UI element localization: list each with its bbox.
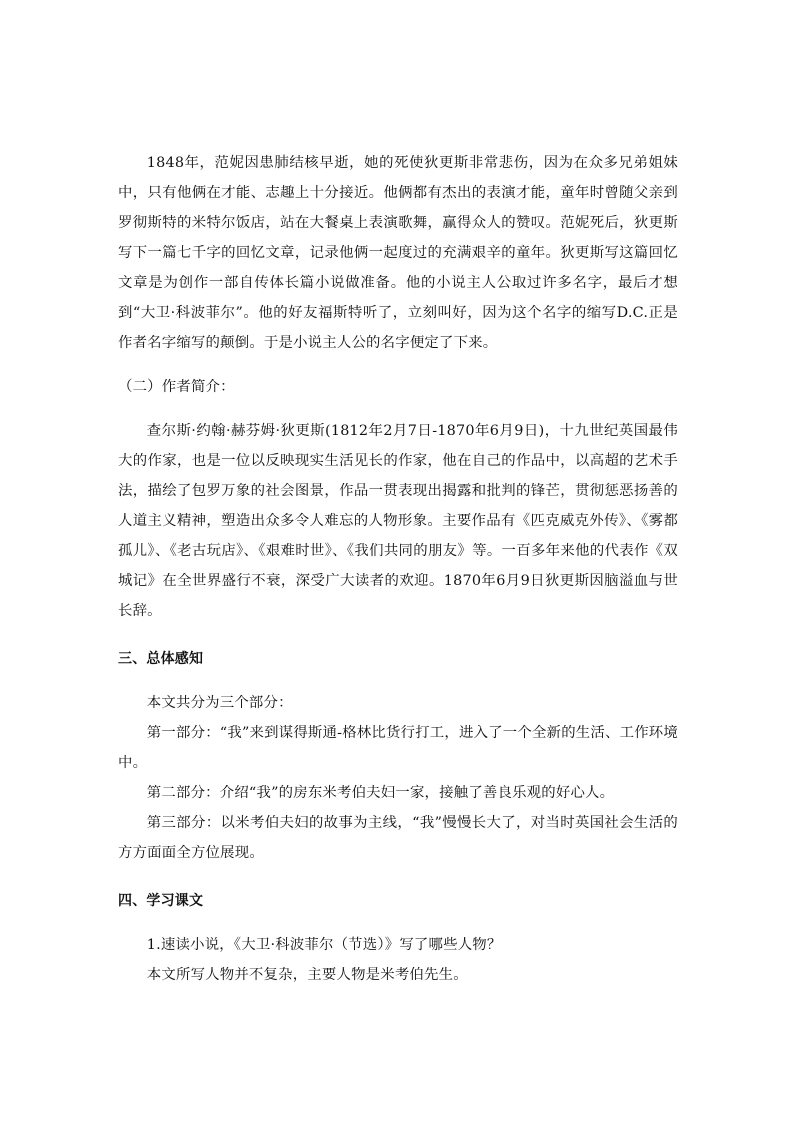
spacer [118,626,678,644]
spacer [118,868,678,886]
spacer [118,674,678,688]
document-body [118,148,678,990]
spacer [118,402,678,416]
paragraph-part-two: 第二部分：介绍“我”的房东米考伯夫妇一家，接触了善良乐观的好心人。 [146,785,615,801]
paragraph-question-1: 1.速读小说，《大卫·科波菲尔（节选）》写了哪些人物？ [146,937,502,953]
spacer [118,916,678,930]
section-heading-overview: 三、总体感知 [118,651,204,667]
paragraph-part-one: 第一部分：“我”来到谋得斯通-格林比货行打工，进入了一个全新的生活、工作环境中。 [118,725,678,771]
section-heading-study: 四、学习课文 [118,893,204,909]
spacer [118,358,678,372]
paragraph-answer-1: 本文所写人物并不复杂，主要人物是米考伯先生。 [146,967,468,983]
paragraph-part-three: 第三部分：以米考伯夫妇的故事为主线，“我”慢慢长大了，对当时英国社会生活的方方面面全方位展现。 [118,815,678,861]
subheading-author-intro: （二）作者简介： [118,379,235,395]
paragraph-structure-intro: 本文共分为三个部分： [146,695,293,711]
paragraph-author-bio: 查尔斯·约翰·赫芬姆·狄更斯(1812年2月7日-1870年6月9日)，十九世纪英国最伟大的作家，也是一位以反映现实生活见长的作家，他在自己的作品中，以高超的艺术手法，描绘了包罗万象的社会图景，作品一贯表现出揭露和批判的锋芒，贯彻惩恶扬善的人道主义精神，塑造出众多令人难忘的人物形象。主要作品有《匹克威克外传》、《雾都孤儿》、《老古玩店》、《艰难时世》、《我们共同的朋友》等。一百多年来他的代表作《双城记》在全世界盛行不衰，深受广大读者的欢迎。1870年6月9日狄更斯因脑溢血与世长辞。 [118,423,678,619]
paragraph-fanny: 1848年，范妮因患肺结核早逝，她的死使狄更斯非常悲伤，因为在众多兄弟姐妹中，只有他俩在才能、志趣上十分接近。他俩都有杰出的表演才能，童年时曾随父亲到罗彻斯特的米特尔饭店，站在大餐桌上表演歌舞，赢得众人的赞叹。范妮死后，狄更斯写下一篇七千字的回忆文章，记录他俩一起度过的充满艰辛的童年。狄更斯写这篇回忆文章是为创作一部自传体长篇小说做准备。他的小说主人公取过许多名字，最后才想到“大卫·科波菲尔”。他的好友福斯特听了，立刻叫好，因为这个名字的缩写D.C.正是作者名字缩写的颠倒。于是小说主人公的名字便定了下来。 [118,155,678,351]
